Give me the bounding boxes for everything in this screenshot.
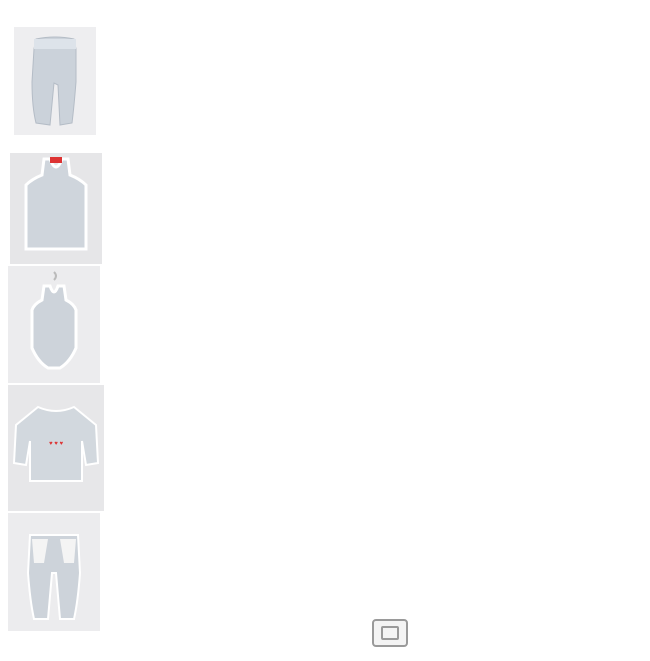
pants-icon [14,27,96,135]
header-composition [295,12,421,26]
tank-top-icon [10,153,102,264]
header-article [218,12,295,26]
sweatshirt-icon [8,385,104,511]
svg-text:♥ ♥ ♥: ♥ ♥ ♥ [48,441,64,447]
product-photo-polzunki [14,27,96,135]
watermark [372,616,416,650]
header-order [602,12,650,26]
header-price [421,12,478,26]
header-name [124,12,218,26]
watermark-logo-icon [372,619,408,647]
header-sizes [478,12,546,26]
bodysuit-icon [8,266,100,383]
header-stock [546,12,602,26]
product-photo-maika [10,153,102,264]
product-photo-bodi [8,266,100,383]
product-photo-shtanishki [8,513,100,631]
product-photo-tolstovka [8,385,104,511]
trousers-icon [8,513,100,631]
header-photo [0,12,124,26]
